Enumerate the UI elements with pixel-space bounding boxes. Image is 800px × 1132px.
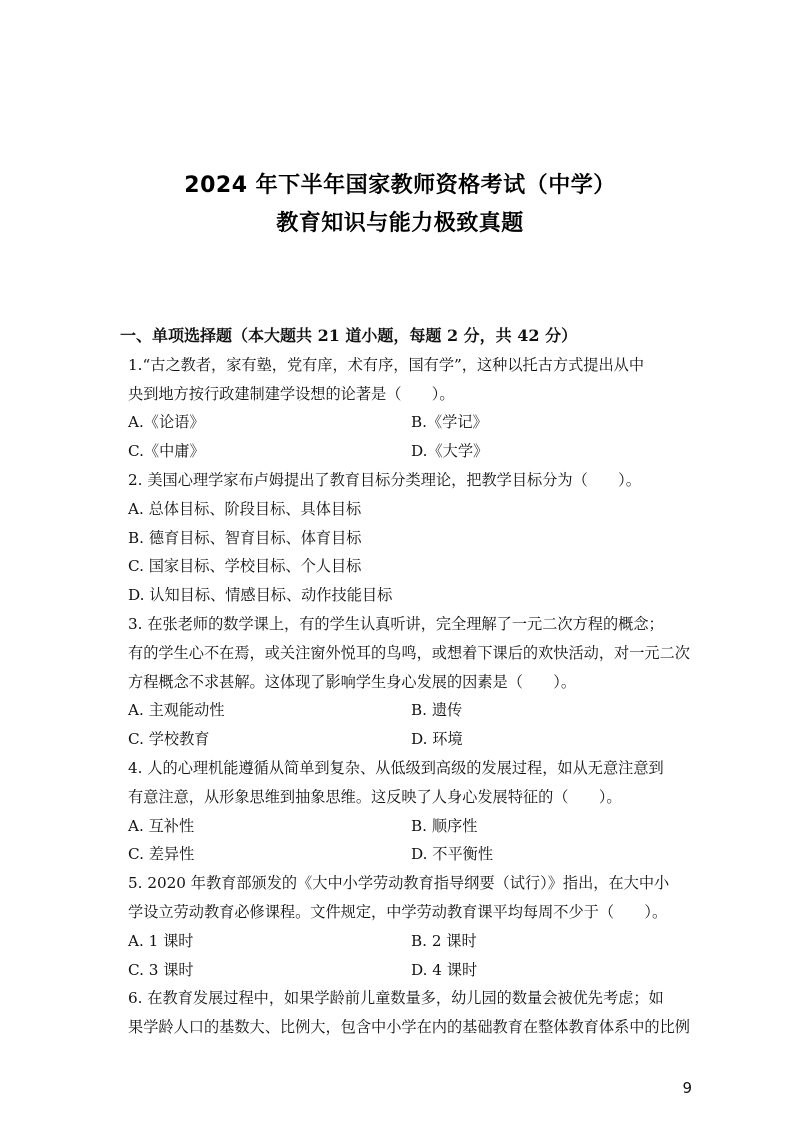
question-line: 方程概念不求甚解。这体现了影响学生身心发展的因素是（ ）。 — [128, 672, 577, 691]
option-row — [128, 696, 694, 725]
option-b: B.《学记》 — [411, 413, 488, 432]
option-b: B. 2 课时 — [411, 931, 477, 950]
option-a: A. 主观能动性 — [128, 701, 225, 720]
question-line: 央到地方按行政建制建学设想的论著是（ ）。 — [128, 384, 455, 403]
question-line: 5. 2020 年教育部颁发的《大中小学劳动教育指导纲要（试行）》指出，在大中小 — [128, 874, 670, 893]
question-5 — [128, 869, 694, 984]
page-number: 9 — [682, 1079, 692, 1097]
option-c: C. 3 课时 — [128, 960, 194, 979]
question-line: 2. 美国心理学家布卢姆提出了教育目标分类理论，把教学目标分为（ ）。 — [128, 470, 641, 489]
option-row — [128, 812, 694, 841]
option-a: A. 1 课时 — [128, 931, 194, 950]
option-b: B. 德育目标、智育目标、体育目标 — [128, 528, 362, 547]
question-2 — [128, 466, 694, 610]
option-c: C. 国家目标、学校目标、个人目标 — [128, 557, 362, 576]
option-c: C. 差异性 — [128, 845, 195, 864]
question-1 — [128, 351, 694, 466]
option-d: D.《大学》 — [411, 442, 489, 461]
option-a: A. 互补性 — [128, 816, 195, 835]
option-d: D. 不平衡性 — [411, 845, 494, 864]
question-line: 1.“古之教者，家有塾，党有庠，术有序，国有学”，这种以托古方式提出从中 — [128, 355, 645, 374]
question-line: 3. 在张老师的数学课上，有的学生认真听讲，完全理解了一元二次方程的概念； — [128, 614, 664, 633]
exam-subtitle: 教育知识与能力极致真题 — [276, 211, 524, 236]
option-row — [128, 840, 694, 869]
section-heading: 一、单项选择题（本大题共 21 道小题，每题 2 分，共 42 分） — [120, 326, 578, 345]
option-row — [128, 927, 694, 956]
question-3 — [128, 610, 694, 754]
question-line: 6. 在教育发展过程中，如果学龄前儿童数量多，幼儿园的数量会被优先考虑；如 — [128, 989, 664, 1008]
option-d: D. 环境 — [411, 730, 463, 749]
option-d: D. 认知目标、情感目标、动作技能目标 — [128, 586, 393, 605]
option-row — [128, 408, 694, 437]
option-c: C.《中庸》 — [128, 442, 205, 461]
question-line: 有的学生心不在焉，或关注窗外悦耳的鸟鸣，或想着下课后的欢快活动，对一元二次 — [128, 643, 690, 662]
exam-title: 2024 年下半年国家教师资格考试（中学） — [184, 173, 616, 198]
option-a: A.《论语》 — [128, 413, 205, 432]
option-b: B. 遗传 — [411, 701, 463, 720]
question-line: 有意注意，从形象思维到抽象思维。这反映了人身心发展特征的（ ）。 — [128, 787, 622, 806]
question-line: 4. 人的心理机能遵循从简单到复杂、从低级到高级的发展过程，如从无意注意到 — [128, 758, 664, 777]
option-row — [128, 956, 694, 985]
question-4 — [128, 754, 694, 869]
question-line: 果学龄人口的基数大、比例大，包含中小学在内的基础教育在整体教育体系中的比例 — [128, 1018, 690, 1037]
option-d: D. 4 课时 — [411, 960, 478, 979]
question-6 — [128, 984, 694, 1042]
option-row — [128, 437, 694, 466]
option-a: A. 总体目标、阶段目标、具体目标 — [128, 499, 362, 518]
option-row — [128, 725, 694, 754]
option-b: B. 顺序性 — [411, 816, 478, 835]
option-c: C. 学校教育 — [128, 730, 210, 749]
question-content — [120, 322, 694, 1042]
question-line: 学设立劳动教育必修课程。文件规定，中学劳动教育课平均每周不少于（ ）。 — [128, 902, 668, 921]
